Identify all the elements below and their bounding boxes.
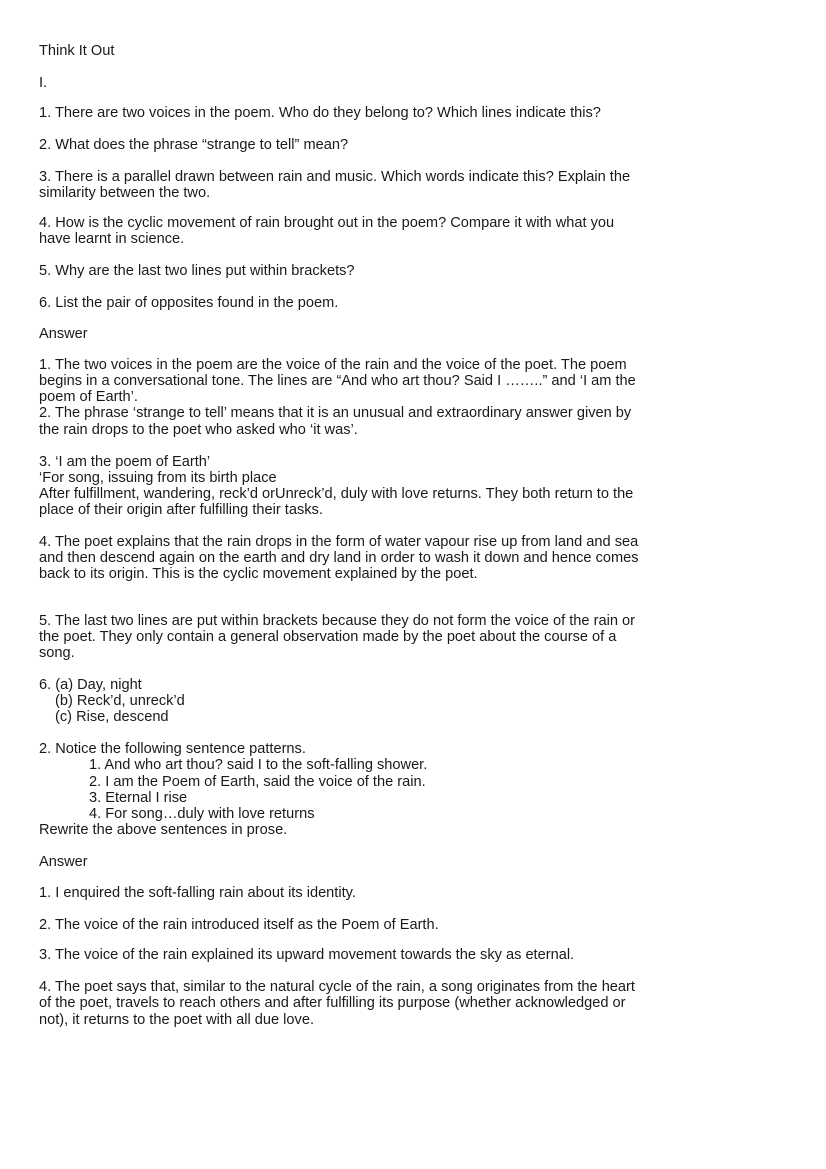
section-marker: I. <box>39 75 48 91</box>
answer-line: 3. ‘I am the poem of Earth’ <box>39 454 211 470</box>
question-4-cont: have learnt in science. <box>39 231 185 247</box>
answer-line: song. <box>39 645 75 661</box>
answer-line: 4. The poet explains that the rain drops in the form of water vapour rise up from land and sea <box>39 534 639 550</box>
question-1: 1. There are two voices in the poem. Who do they belong to? Which lines indicate this? <box>39 105 601 121</box>
answer-label: Answer <box>39 854 88 870</box>
answer-line: 2. The voice of the rain introduced itself as the Poem of Earth. <box>39 917 439 933</box>
question-3-cont: similarity between the two. <box>39 185 211 201</box>
answer-line: (c) Rise, descend <box>55 709 169 725</box>
answer-line: place of their origin after fulfilling their tasks. <box>39 502 323 518</box>
answer-line: begins in a conversational tone. The lines are “And who art thou? Said I ……..” and ‘I am the <box>39 373 636 389</box>
answer-line: poem of Earth’. <box>39 389 138 405</box>
exercise-2-title: 2. Notice the following sentence patterns. <box>39 741 306 757</box>
answer-line: 4. The poet says that, similar to the natural cycle of the rain, a song originates from the heart <box>39 979 635 995</box>
question-3: 3. There is a parallel drawn between rain and music. Which words indicate this? Explain the <box>39 169 631 185</box>
page-heading: Think It Out <box>39 43 115 59</box>
answer-line: 3. The voice of the rain explained its upward movement towards the sky as eternal. <box>39 947 575 963</box>
answer-line: back to its origin. This is the cyclic movement explained by the poet. <box>39 566 478 582</box>
exercise-2-item: 4. For song…duly with love returns <box>89 806 315 822</box>
exercise-2-item: 1. And who art thou? said I to the soft-falling shower. <box>89 757 428 773</box>
answer-line: of the poet, travels to reach others and after fulfilling its purpose (whether acknowledged or <box>39 995 626 1011</box>
question-4: 4. How is the cyclic movement of rain brought out in the poem? Compare it with what you <box>39 215 615 231</box>
answer-line: and then descend again on the earth and dry land in order to wash it down and hence comes <box>39 550 639 566</box>
answer-line: 2. The phrase ‘strange to tell’ means that it is an unusual and extraordinary answer given by <box>39 405 632 421</box>
answer-line: 1. The two voices in the poem are the voice of the rain and the voice of the poet. The poem <box>39 357 627 373</box>
answer-line: 1. I enquired the soft-falling rain about its identity. <box>39 885 356 901</box>
exercise-2-item: 2. I am the Poem of Earth, said the voice of the rain. <box>89 774 426 790</box>
answer-line: (b) Reck’d, unreck’d <box>55 693 185 709</box>
exercise-2-item: 3. Eternal I rise <box>89 790 188 806</box>
answer-line: 5. The last two lines are put within brackets because they do not form the voice of the rain or <box>39 613 635 629</box>
exercise-2-instruction: Rewrite the above sentences in prose. <box>39 822 288 838</box>
answer-line: ‘For song, issuing from its birth place <box>39 470 277 486</box>
question-6: 6. List the pair of opposites found in the poem. <box>39 295 339 311</box>
answer-line: not), it returns to the poet with all due love. <box>39 1012 315 1028</box>
answer-label: Answer <box>39 326 88 342</box>
question-2: 2. What does the phrase “strange to tell” mean? <box>39 137 349 153</box>
answer-line: the rain drops to the poet who asked who ‘it was’. <box>39 422 358 438</box>
answer-line: the poet. They only contain a general observation made by the poet about the course of a <box>39 629 617 645</box>
question-5: 5. Why are the last two lines put within brackets? <box>39 263 355 279</box>
answer-line: After fulfillment, wandering, reck’d orUnreck’d, duly with love returns. They both return to the <box>39 486 634 502</box>
answer-line: 6. (a) Day, night <box>39 677 142 693</box>
